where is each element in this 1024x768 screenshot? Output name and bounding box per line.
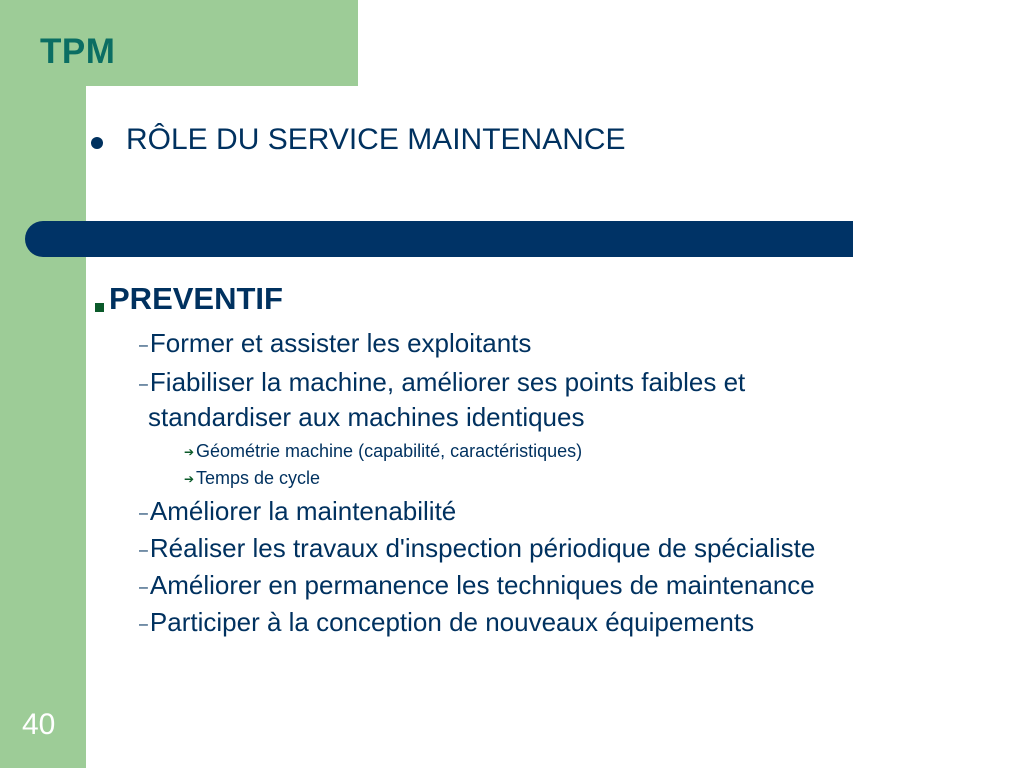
- arrow-right-icon: ➔: [184, 472, 195, 486]
- dash-bullet-icon: –: [139, 616, 148, 633]
- list-item: [139, 605, 754, 642]
- list-item-text: Participer à la conception de nouveaux équipements: [149, 607, 755, 637]
- sub-list-item-text: Géométrie machine (capabilité, caractéristiques): [196, 441, 583, 461]
- dash-bullet-icon: –: [139, 505, 148, 522]
- dash-bullet-icon: –: [139, 542, 148, 559]
- square-bullet-icon: [95, 303, 104, 312]
- sub-list-item-text: Temps de cycle: [196, 468, 321, 488]
- list-item: [139, 531, 815, 568]
- list-item-text: Former et assister les exploitants: [149, 328, 532, 358]
- sub-list-item: [184, 466, 320, 491]
- list-item: [139, 494, 456, 531]
- section-heading: PREVENTIF: [109, 281, 283, 316]
- arrow-right-icon: ➔: [184, 445, 195, 459]
- list-item-text: Améliorer en permanence les techniques de maintenance: [149, 570, 815, 600]
- list-item: [139, 568, 815, 605]
- list-item-continuation: standardiser aux machines identiques: [148, 402, 585, 432]
- list-item-text: Fiabiliser la machine, améliorer ses points faibles et: [149, 367, 746, 397]
- list-item: [139, 365, 745, 402]
- list-item-text: Améliorer la maintenabilité: [149, 496, 457, 526]
- list-item-text: Réaliser les travaux d'inspection périodique de spécialiste: [149, 533, 816, 563]
- slide-header: RÔLE DU SERVICE MAINTENANCE: [126, 123, 626, 156]
- list-item: [139, 326, 531, 363]
- page-number: 40: [22, 708, 56, 741]
- sub-list-item: [184, 439, 582, 464]
- dash-bullet-icon: –: [139, 376, 148, 393]
- slide-title: TPM: [40, 32, 116, 71]
- dash-bullet-icon: –: [139, 337, 148, 354]
- dash-bullet-icon: –: [139, 579, 148, 596]
